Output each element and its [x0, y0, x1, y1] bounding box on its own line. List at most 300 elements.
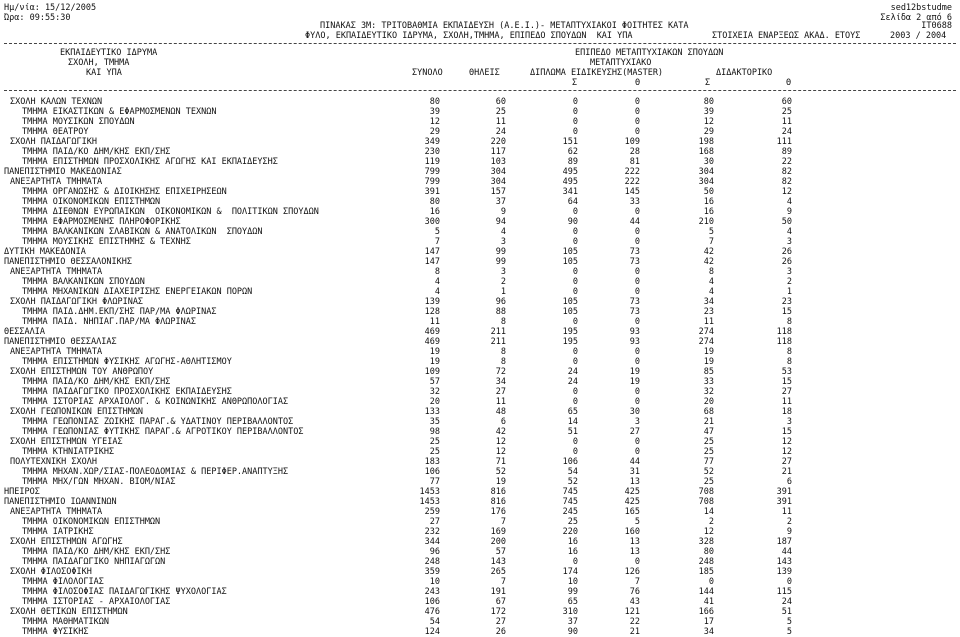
- cell-value: 5: [434, 227, 440, 237]
- cell-value: 60: [495, 97, 506, 107]
- cell-value: 816: [490, 497, 506, 507]
- cell-value: 19: [495, 477, 506, 487]
- cell-value: 425: [624, 487, 640, 497]
- cell-value: 52: [495, 467, 506, 477]
- cell-value: 128: [424, 307, 440, 317]
- col-masters-theta: Θ: [635, 78, 641, 88]
- table-title: ΠΙΝΑΚΑΣ 3Μ: ΤΡΙΤΟΒΑΘΜΙΑ ΕΚΠΑΙΔΕΥΣΗ (Α.Ε.Ι.)- ΜΕΤΑΠΤΥΧΙΑΚΟΙ ΦΟΙΤΗΤΕΣ ΚΑΤΑ: [320, 21, 689, 31]
- cell-value: 0: [634, 127, 640, 137]
- cell-value: 35: [429, 417, 440, 427]
- cell-value: 195: [562, 337, 578, 347]
- col-masters: ΔΙΠΛΩΜΑ ΕΙΔΙΚΕΥΣΗΣ(MASTER): [530, 68, 664, 78]
- row-label: ΤΜΗΜΑ ΓΕΩΠΟΝΙΑΣ ΦΥΤΙΚΗΣ ΠΑΡΑΓ.& ΑΓΡΟΤΙΚΟΥ ΠΕΡΙΒΑΛΛΟΝΤΟΣ: [22, 427, 304, 437]
- cell-value: 118: [776, 327, 792, 337]
- row-label: ΤΜΗΜΑ ΟΡΓΑΝΩΣΗΣ & ΔΙΟΙΚΗΣΗΣ ΕΠΙΧΕΙΡΗΣΕΩΝ: [22, 187, 227, 197]
- cell-value: 33: [629, 197, 640, 207]
- cell-value: 52: [703, 467, 714, 477]
- cell-value: 147: [424, 247, 440, 257]
- cell-value: 0: [572, 447, 578, 457]
- cell-value: 166: [698, 607, 714, 617]
- cell-value: 16: [567, 537, 578, 547]
- cell-value: 708: [698, 497, 714, 507]
- cell-value: 11: [495, 117, 506, 127]
- cell-value: 8: [786, 357, 792, 367]
- row-label: ΤΜΗΜΑ ΙΑΤΡΙΚΗΣ: [22, 527, 94, 537]
- cell-value: 0: [572, 117, 578, 127]
- cell-value: 2: [708, 517, 714, 527]
- cell-value: 20: [703, 397, 714, 407]
- table-row: [0, 327, 960, 337]
- row-label: ΠΟΛΥΤΕΧΝΙΚΗ ΣΧΟΛΗ: [10, 457, 97, 467]
- table-row: [0, 197, 960, 207]
- cell-value: 0: [572, 317, 578, 327]
- cell-value: 0: [634, 347, 640, 357]
- cell-value: 0: [634, 387, 640, 397]
- table-row: [0, 357, 960, 367]
- table-row: [0, 527, 960, 537]
- cell-value: 12: [495, 437, 506, 447]
- table-row: [0, 557, 960, 567]
- cell-value: 44: [629, 457, 640, 467]
- table-row: [0, 517, 960, 527]
- col-school-dept: ΣΧΟΛΗ, ΤΜΗΜΑ: [68, 58, 130, 68]
- row-label: ΠΑΝΕΠΙΣΤΗΜΙΟ ΜΑΚΕΔΟΝΙΑΣ: [4, 167, 122, 177]
- cell-value: 5: [786, 617, 792, 627]
- cell-value: 0: [634, 317, 640, 327]
- cell-value: 0: [634, 117, 640, 127]
- cell-value: 27: [495, 387, 506, 397]
- cell-value: 11: [495, 397, 506, 407]
- cell-value: 0: [634, 267, 640, 277]
- cell-value: 19: [429, 357, 440, 367]
- cell-value: 119: [424, 157, 440, 167]
- cell-value: 425: [624, 497, 640, 507]
- cell-value: 54: [567, 467, 578, 477]
- cell-value: 25: [429, 447, 440, 457]
- cell-value: 176: [490, 507, 506, 517]
- cell-value: 304: [490, 167, 506, 177]
- cell-value: 39: [703, 107, 714, 117]
- cell-value: 25: [781, 107, 792, 117]
- cell-value: 118: [776, 337, 792, 347]
- table-row: [0, 577, 960, 587]
- table-row: [0, 157, 960, 167]
- row-label: ΤΜΗΜΑ ΠΑΙΔ.ΔΗΜ.ΕΚΠ/ΣΗΣ ΠΑΡ/ΜΑ ΦΛΩΡΙΝΑΣ: [22, 307, 217, 317]
- cell-value: 90: [567, 627, 578, 637]
- cell-value: 37: [567, 617, 578, 627]
- row-label: ΑΝΕΞΑΡΤΗΤΑ ΤΜΗΜΑΤΑ: [10, 177, 103, 187]
- table-row: [0, 217, 960, 227]
- cell-value: 133: [424, 407, 440, 417]
- cell-value: 121: [624, 607, 640, 617]
- cell-value: 12: [781, 437, 792, 447]
- cell-value: 27: [629, 427, 640, 437]
- cell-value: 0: [708, 577, 714, 587]
- row-label: ΤΜΗΜΑ ΕΙΚΑΣΤΙΚΩΝ & ΕΦΑΡΜΟΣΜΕΝΩΝ ΤΕΧΝΩΝ: [22, 107, 217, 117]
- row-label: ΤΜΗΜΑ ΜΑΘΗΜΑΤΙΚΩΝ: [22, 617, 109, 627]
- cell-value: 27: [429, 517, 440, 527]
- row-label: ΑΝΕΞΑΡΤΗΤΑ ΤΜΗΜΑΤΑ: [10, 347, 103, 357]
- cell-value: 8: [786, 317, 792, 327]
- cell-value: 7: [500, 577, 506, 587]
- row-label: ΤΜΗΜΑ ΠΑΙΔ/ΚΟ ΔΗΜ/ΚΗΣ ΕΚΠ/ΣΗΣ: [22, 147, 171, 157]
- cell-value: 495: [562, 167, 578, 177]
- cell-value: 42: [703, 257, 714, 267]
- cell-value: 23: [781, 297, 792, 307]
- table-row: [0, 627, 960, 637]
- cell-value: 145: [624, 187, 640, 197]
- cell-value: 0: [572, 267, 578, 277]
- cell-value: 37: [495, 197, 506, 207]
- cell-value: 93: [629, 327, 640, 337]
- cell-value: 106: [424, 597, 440, 607]
- row-label: ΤΜΗΜΑ ΔΙΕΘΝΩΝ ΕΥΡΩΠΑΙΚΩΝ ΟΙΚΟΝΟΜΙΚΩΝ & ΠΟΛΙΤΙΚΩΝ ΣΠΟΥΔΩΝ: [22, 207, 319, 217]
- row-label: ΤΜΗΜΑ ΟΙΚΟΝΟΜΙΚΩΝ ΕΠΙΣΤΗΜΩΝ: [22, 197, 161, 207]
- cell-value: 248: [424, 557, 440, 567]
- academic-year: 2003 / 2004: [890, 31, 947, 41]
- table-row: [0, 537, 960, 547]
- cell-value: 13: [629, 547, 640, 557]
- cell-value: 3: [634, 417, 640, 427]
- cell-value: 80: [429, 197, 440, 207]
- table-row: [0, 507, 960, 517]
- cell-value: 21: [781, 467, 792, 477]
- cell-value: 0: [634, 437, 640, 447]
- cell-value: 147: [424, 257, 440, 267]
- cell-value: 799: [424, 177, 440, 187]
- col-female: ΘΗΛΕΙΣ: [469, 68, 500, 78]
- row-label: ΣΧΟΛΗ ΠΑΙΔΑΓΩΓΙΚΗ: [10, 137, 97, 147]
- cell-value: 5: [708, 227, 714, 237]
- cell-value: 57: [429, 377, 440, 387]
- cell-value: 195: [562, 327, 578, 337]
- cell-value: 4: [708, 277, 714, 287]
- cell-value: 24: [781, 597, 792, 607]
- table-row: [0, 427, 960, 437]
- row-label: ΠΑΝΕΠΙΣΤΗΜΙΟ ΙΩΑΝΝΙΝΩΝ: [4, 497, 117, 507]
- cell-value: 3: [786, 417, 792, 427]
- cell-value: 18: [781, 407, 792, 417]
- cell-value: 0: [786, 577, 792, 587]
- cell-value: 44: [629, 217, 640, 227]
- cell-value: 799: [424, 167, 440, 177]
- cell-value: 143: [776, 557, 792, 567]
- row-label: ΣΧΟΛΗ ΠΑΙΔΑΓΩΓΙΚΗ ΦΛΩΡΙΝΑΣ: [10, 297, 144, 307]
- cell-value: 2: [786, 277, 792, 287]
- cell-value: 4: [708, 287, 714, 297]
- cell-value: 73: [629, 307, 640, 317]
- cell-value: 27: [495, 617, 506, 627]
- cell-value: 8: [434, 267, 440, 277]
- cell-value: 24: [781, 127, 792, 137]
- cell-value: 172: [490, 607, 506, 617]
- cell-value: 34: [495, 377, 506, 387]
- cell-value: 341: [562, 187, 578, 197]
- header-rule-top: [4, 43, 956, 44]
- cell-value: 25: [703, 477, 714, 487]
- cell-value: 0: [572, 277, 578, 287]
- cell-value: 106: [562, 457, 578, 467]
- table-row: [0, 607, 960, 617]
- table-row: [0, 487, 960, 497]
- table-row: [0, 387, 960, 397]
- cell-value: 259: [424, 507, 440, 517]
- row-label: ΤΜΗΜΑ ΜΟΥΣΙΚΩΝ ΣΠΟΥΔΩΝ: [22, 117, 135, 127]
- cell-value: 42: [703, 247, 714, 257]
- cell-value: 80: [703, 97, 714, 107]
- cell-value: 93: [629, 337, 640, 347]
- table-row: [0, 207, 960, 217]
- cell-value: 90: [567, 217, 578, 227]
- col-doctorate-sigma: Σ: [705, 78, 711, 88]
- row-label: ΤΜΗΜΑ ΕΦΑΡΜΟΣΜΕΝΗΣ ΠΛΗΡΟΦΟΡΙΚΗΣ: [22, 217, 181, 227]
- cell-value: 0: [572, 357, 578, 367]
- table-row: [0, 307, 960, 317]
- row-label: ΣΧΟΛΗ ΕΠΙΣΤΗΜΩΝ ΑΓΩΓΗΣ: [10, 537, 123, 547]
- table-row: [0, 227, 960, 237]
- cell-value: 12: [703, 117, 714, 127]
- row-label: ΤΜΗΜΑ ΙΣΤΟΡΙΑΣ - ΑΡΧΑΙΟΛΟΓΙΑΣ: [22, 597, 171, 607]
- cell-value: 5: [634, 517, 640, 527]
- cell-value: 73: [629, 257, 640, 267]
- col-doctorate-theta: Θ: [786, 78, 792, 88]
- cell-value: 230: [424, 147, 440, 157]
- cell-value: 3: [786, 237, 792, 247]
- table-row: [0, 107, 960, 117]
- cell-value: 16: [429, 207, 440, 217]
- cell-value: 151: [562, 137, 578, 147]
- cell-value: 12: [495, 447, 506, 457]
- cell-value: 391: [776, 497, 792, 507]
- report-code: ΙΤ0688: [921, 21, 952, 31]
- cell-value: 105: [562, 247, 578, 257]
- cell-value: 14: [567, 417, 578, 427]
- cell-value: 68: [703, 407, 714, 417]
- row-label: ΑΝΕΞΑΡΤΗΤΑ ΤΜΗΜΑΤΑ: [10, 507, 103, 517]
- cell-value: 359: [424, 567, 440, 577]
- cell-value: 60: [781, 97, 792, 107]
- cell-value: 304: [698, 167, 714, 177]
- cell-value: 13: [629, 477, 640, 487]
- cell-value: 109: [624, 137, 640, 147]
- table-row: [0, 297, 960, 307]
- cell-value: 82: [781, 177, 792, 187]
- cell-value: 476: [424, 607, 440, 617]
- cell-value: 0: [634, 397, 640, 407]
- cell-value: 15: [781, 307, 792, 317]
- cell-value: 12: [781, 187, 792, 197]
- table-row: [0, 117, 960, 127]
- cell-value: 51: [567, 427, 578, 437]
- cell-value: 9: [786, 527, 792, 537]
- cell-value: 168: [698, 147, 714, 157]
- table-row: [0, 547, 960, 557]
- cell-value: 0: [572, 437, 578, 447]
- cell-value: 22: [629, 617, 640, 627]
- row-label: ΤΜΗΜΑ ΜΗΧ/ΓΩΝ ΜΗΧΑΝ. ΒΙΟΜ/ΝΙΑΣ: [22, 477, 176, 487]
- table-row: [0, 137, 960, 147]
- cell-value: 16: [703, 197, 714, 207]
- cell-value: 17: [703, 617, 714, 627]
- cell-value: 52: [567, 477, 578, 487]
- cell-value: 8: [500, 357, 506, 367]
- cell-value: 27: [781, 457, 792, 467]
- cell-value: 0: [572, 97, 578, 107]
- cell-value: 0: [634, 97, 640, 107]
- cell-value: 349: [424, 137, 440, 147]
- cell-value: 265: [490, 567, 506, 577]
- table-row: [0, 447, 960, 457]
- cell-value: 117: [490, 147, 506, 157]
- cell-value: 96: [495, 297, 506, 307]
- cell-value: 1: [500, 287, 506, 297]
- cell-value: 11: [781, 117, 792, 127]
- cell-value: 191: [490, 587, 506, 597]
- cell-value: 43: [629, 597, 640, 607]
- row-label: ΗΠΕΙΡΟΣ: [4, 487, 40, 497]
- row-label: ΔΥΤΙΚΗ ΜΑΚΕΔΟΝΙΑ: [4, 247, 86, 257]
- cell-value: 12: [781, 447, 792, 457]
- cell-value: 71: [495, 457, 506, 467]
- cell-value: 48: [495, 407, 506, 417]
- cell-value: 200: [490, 537, 506, 547]
- row-label: ΤΜΗΜΑ ΜΟΥΣΙΚΗΣ ΕΠΙΣΤΗΜΗΣ & ΤΕΧΝΗΣ: [22, 237, 191, 247]
- cell-value: 62: [567, 147, 578, 157]
- row-label: ΑΝΕΞΑΡΤΗΤΑ ΤΜΗΜΑΤΑ: [10, 267, 103, 277]
- row-label: ΠΑΝΕΠΙΣΤΗΜΙΟ ΘΕΣΣΑΛΟΝΙΚΗΣ: [4, 257, 132, 267]
- row-label: ΤΜΗΜΑ ΠΑΙΔ/ΚΟ ΔΗΜ/ΚΗΣ ΕΚΠ/ΣΗΣ: [22, 377, 171, 387]
- cell-value: 0: [572, 387, 578, 397]
- cell-value: 0: [634, 237, 640, 247]
- cell-value: 77: [429, 477, 440, 487]
- table-row: [0, 467, 960, 477]
- cell-value: 89: [781, 147, 792, 157]
- cell-value: 495: [562, 177, 578, 187]
- cell-value: 96: [429, 547, 440, 557]
- table-subtitle: ΦΥΛΟ, ΕΚΠΑΙΔΕΥΤΙΚΟ ΙΔΡΥΜΑ, ΣΧΟΛΗ,ΤΜΗΜΑ, ΕΠΙΠΕΔΟ ΣΠΟΥΔΩΝ ΚΑΙ ΥΠΑ: [305, 31, 633, 41]
- cell-value: 67: [495, 597, 506, 607]
- cell-value: 0: [572, 397, 578, 407]
- cell-value: 139: [776, 567, 792, 577]
- table-row: [0, 377, 960, 387]
- cell-value: 50: [703, 187, 714, 197]
- cell-value: 274: [698, 327, 714, 337]
- cell-value: 4: [786, 227, 792, 237]
- cell-value: 25: [567, 517, 578, 527]
- cell-value: 391: [424, 187, 440, 197]
- cell-value: 11: [703, 317, 714, 327]
- cell-value: 115: [776, 587, 792, 597]
- row-label: ΤΜΗΜΑ ΦΥΣΙΚΗΣ: [22, 627, 89, 637]
- cell-value: 1: [786, 287, 792, 297]
- cell-value: 222: [624, 177, 640, 187]
- cell-value: 300: [424, 217, 440, 227]
- cell-value: 98: [429, 427, 440, 437]
- cell-value: 34: [703, 297, 714, 307]
- cell-value: 41: [703, 597, 714, 607]
- cell-value: 30: [629, 407, 640, 417]
- cell-value: 57: [495, 547, 506, 557]
- table-row: [0, 437, 960, 447]
- cell-value: 21: [703, 417, 714, 427]
- cell-value: 185: [698, 567, 714, 577]
- cell-value: 29: [429, 127, 440, 137]
- cell-value: 243: [424, 587, 440, 597]
- table-row: [0, 287, 960, 297]
- cell-value: 22: [781, 157, 792, 167]
- table-row: [0, 417, 960, 427]
- row-label: ΣΧΟΛΗ ΓΕΩΠΟΝΙΚΩΝ ΕΠΙΣΤΗΜΩΝ: [10, 407, 144, 417]
- table-row: [0, 127, 960, 137]
- cell-value: 10: [567, 577, 578, 587]
- cell-value: 0: [634, 227, 640, 237]
- row-label: ΣΧΟΛΗ ΘΕΤΙΚΩΝ ΕΠΙΣΤΗΜΩΝ: [10, 607, 128, 617]
- cell-value: 105: [562, 297, 578, 307]
- cell-value: 106: [424, 467, 440, 477]
- cell-value: 391: [776, 487, 792, 497]
- cell-value: 210: [698, 217, 714, 227]
- row-label: ΤΜΗΜΑ ΟΙΚΟΝΟΜΙΚΩΝ ΕΠΙΣΤΗΜΩΝ: [22, 517, 161, 527]
- cell-value: 0: [634, 277, 640, 287]
- table-row: [0, 237, 960, 247]
- cell-value: 14: [703, 507, 714, 517]
- cell-value: 33: [703, 377, 714, 387]
- cell-value: 24: [495, 127, 506, 137]
- cell-value: 88: [495, 307, 506, 317]
- cell-value: 344: [424, 537, 440, 547]
- cell-value: 42: [495, 427, 506, 437]
- cell-value: 0: [572, 347, 578, 357]
- table-row: [0, 617, 960, 627]
- col-region: ΚΑΙ ΥΠΑ: [86, 68, 122, 78]
- cell-value: 4: [434, 287, 440, 297]
- cell-value: 54: [429, 617, 440, 627]
- cell-value: 8: [708, 267, 714, 277]
- cell-value: 16: [567, 547, 578, 557]
- cell-value: 816: [490, 487, 506, 497]
- cell-value: 143: [490, 557, 506, 567]
- table-row: [0, 407, 960, 417]
- col-institution: ΕΚΠΑΙΔΕΥΤΙΚΟ ΙΔΡΥΜΑ: [60, 48, 158, 58]
- cell-value: 8: [786, 347, 792, 357]
- row-label: ΣΧΟΛΗ ΕΠΙΣΤΗΜΩΝ ΥΓΕΙΑΣ: [10, 437, 123, 447]
- table-row: [0, 397, 960, 407]
- cell-value: 3: [500, 267, 506, 277]
- cell-value: 211: [490, 327, 506, 337]
- col-doctorate: ΔΙΔΑΚΤΟΡΙΚΟ: [716, 68, 773, 78]
- cell-value: 11: [781, 507, 792, 517]
- table-row: [0, 347, 960, 357]
- cell-value: 39: [429, 107, 440, 117]
- cell-value: 15: [781, 377, 792, 387]
- cell-value: 111: [776, 137, 792, 147]
- cell-value: 211: [490, 337, 506, 347]
- cell-value: 2: [500, 277, 506, 287]
- cell-value: 4: [434, 277, 440, 287]
- cell-value: 89: [567, 157, 578, 167]
- cell-value: 5: [786, 627, 792, 637]
- table-row: [0, 187, 960, 197]
- cell-value: 25: [703, 437, 714, 447]
- year-label: ΣΤΟΙΧΕΙΑ ΕΝΑΡΞΕΩΣ ΑΚΑΔ. ΕΤΟΥΣ: [712, 31, 861, 41]
- cell-value: 81: [629, 157, 640, 167]
- cell-value: 7: [634, 577, 640, 587]
- cell-value: 109: [424, 367, 440, 377]
- cell-value: 51: [781, 607, 792, 617]
- cell-value: 19: [629, 377, 640, 387]
- col-level-title: ΕΠΙΠΕΔΟ ΜΕΤΑΠΤΥΧΙΑΚΩΝ ΣΠΟΥΔΩΝ: [575, 48, 724, 58]
- row-label: ΤΜΗΜΑ ΚΤΗΝΙΑΤΡΙΚΗΣ: [22, 447, 115, 457]
